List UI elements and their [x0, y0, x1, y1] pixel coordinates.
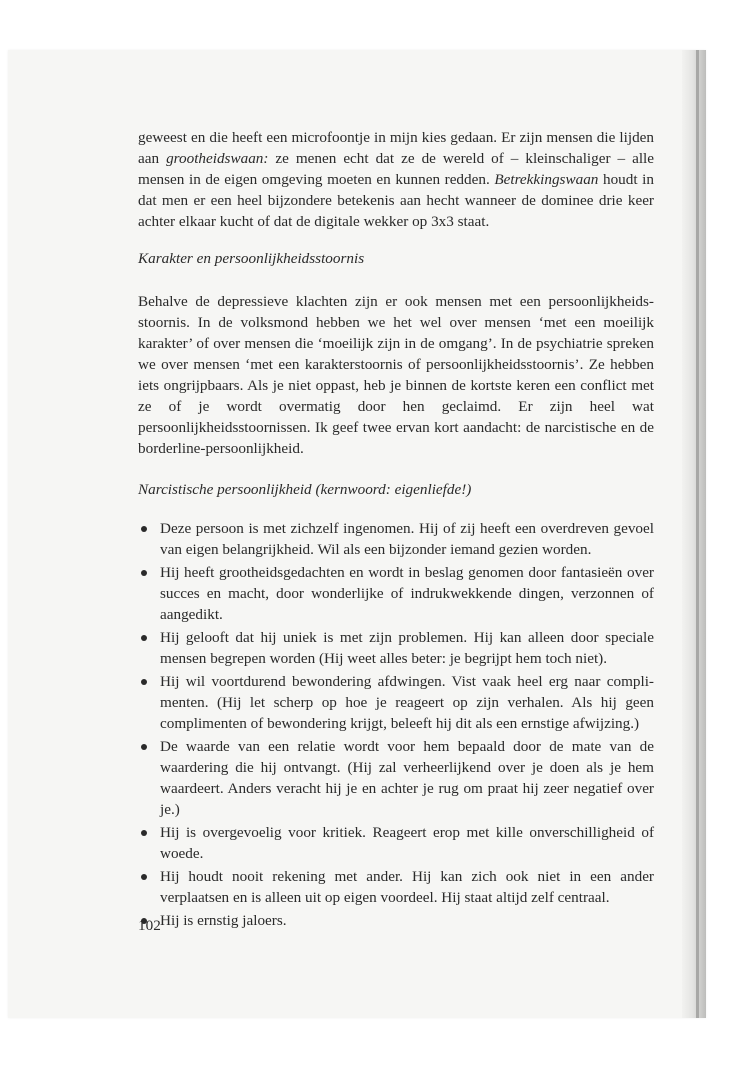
bullet-icon	[141, 635, 147, 641]
bullet-icon	[141, 526, 147, 532]
intro-term-betrekkingswaan: Betrekkingswaan	[494, 171, 599, 188]
list-item	[138, 518, 654, 560]
list-item-text: Hij heeft grootheidsgedachten en wordt in beslag genomen door fantasieën over succes en macht, door wonderlijke of indrukwekkende dingen, verzonnen of aangedikt.	[160, 564, 654, 623]
list-item	[138, 627, 654, 669]
list-item-text: Hij gelooft dat hij uniek is met zijn problemen. Hij kan alleen door speciale mensen begrepen worden (Hij weet alles beter: je begrijpt hem toch niet).	[160, 629, 654, 667]
list-item-text: Hij houdt nooit rekening met ander. Hij kan zich ook niet in een ander verplaatsen en is alleen uit op eigen voordeel. Hij staat altijd zelf centraal.	[160, 868, 654, 906]
bullet-icon	[141, 874, 147, 880]
list-item	[138, 671, 654, 734]
list-item	[138, 822, 654, 864]
list-item	[138, 562, 654, 625]
page-edge-line	[696, 50, 699, 1018]
page-content	[138, 127, 654, 933]
intro-paragraph	[138, 127, 654, 232]
section-heading-narcistisch: Narcistische persoonlijkheid (kernwoord: eigenliefde!)	[138, 481, 472, 498]
list-item-text: De waarde van een relatie wordt voor hem bepaald door de mate van de waardering die hij ontvangt. (Hij zal verheerlijkend over je doen als je hem waardeert. Anders veracht hij je en achter je rug om praat hij zeer negatief over je.)	[160, 738, 654, 818]
list-item	[138, 866, 654, 908]
list-item-text: Hij is overgevoelig voor kritiek. Reageert erop met kille onverschilligheid of woede.	[160, 824, 654, 862]
list-item	[138, 736, 654, 820]
intro-text-1: geweest en die heeft een microfoontje in mijn kies gedaan. Er zijn mensen die lijden aan	[138, 129, 654, 167]
bullet-icon	[141, 570, 147, 576]
bullet-icon	[141, 744, 147, 750]
intro-term-grootheidswaan: grootheidswaan:	[166, 150, 269, 167]
section-paragraph-karakter: Behalve de depressieve klachten zijn er ook mensen met een persoonlijkheids-stoornis. In de volksmond hebben we het wel over mensen ‘met een moeilijk karakter’ of over mensen die ‘moeilijk zijn in de omgang’. In de psychiatrie spreken we over mensen ‘met een karakterstoornis of persoonlijkheidsstoornis’. Ze hebben iets ongrijpbaars. Als je niet oppast, heb je binnen de kortste keren een conflict met ze of je wordt overmatig door hen geclaimd. Er zijn heel wat persoonlijkheidsstoornissen. Ik geef twee ervan kort aandacht: de narcistische en de borderline-persoonlijkheid.	[138, 293, 654, 457]
intro-text-2: ze menen echt dat ze de wereld of – kleinschaliger – alle mensen in de eigen omgeving moeten en kunnen redden.	[138, 150, 655, 188]
bullet-icon	[141, 830, 147, 836]
list-item-text: Hij wil voortdurend bewondering afdwingen. Vist vaak heel erg naar compli-menten. (Hij let scherp op hoe je reageert op zijn verhalen. Als hij geen complimenten of bewondering krijgt, beleeft hij dit als een ernstige afwijzing.)	[160, 673, 654, 732]
list-item	[138, 910, 654, 931]
section-heading-karakter: Karakter en persoonlijkheidsstoornis	[138, 250, 365, 267]
page-number: 102	[138, 917, 161, 934]
list-item-text: Hij is ernstig jaloers.	[160, 912, 287, 929]
trait-list	[138, 518, 654, 931]
intro-text-3: houdt in dat men er een heel bijzondere betekenis aan hecht wanneer de dominee drie keer achter elkaar kucht of dat de digitale wekker op 3x3 staat.	[138, 171, 654, 230]
bullet-icon	[141, 679, 147, 685]
page-edge-shadow	[682, 50, 706, 1018]
list-item-text: Deze persoon is met zichzelf ingenomen. Hij of zij heeft een overdreven gevoel van eigen belangrijkheid. Wil als een bijzonder iemand gezien worden.	[160, 520, 654, 558]
